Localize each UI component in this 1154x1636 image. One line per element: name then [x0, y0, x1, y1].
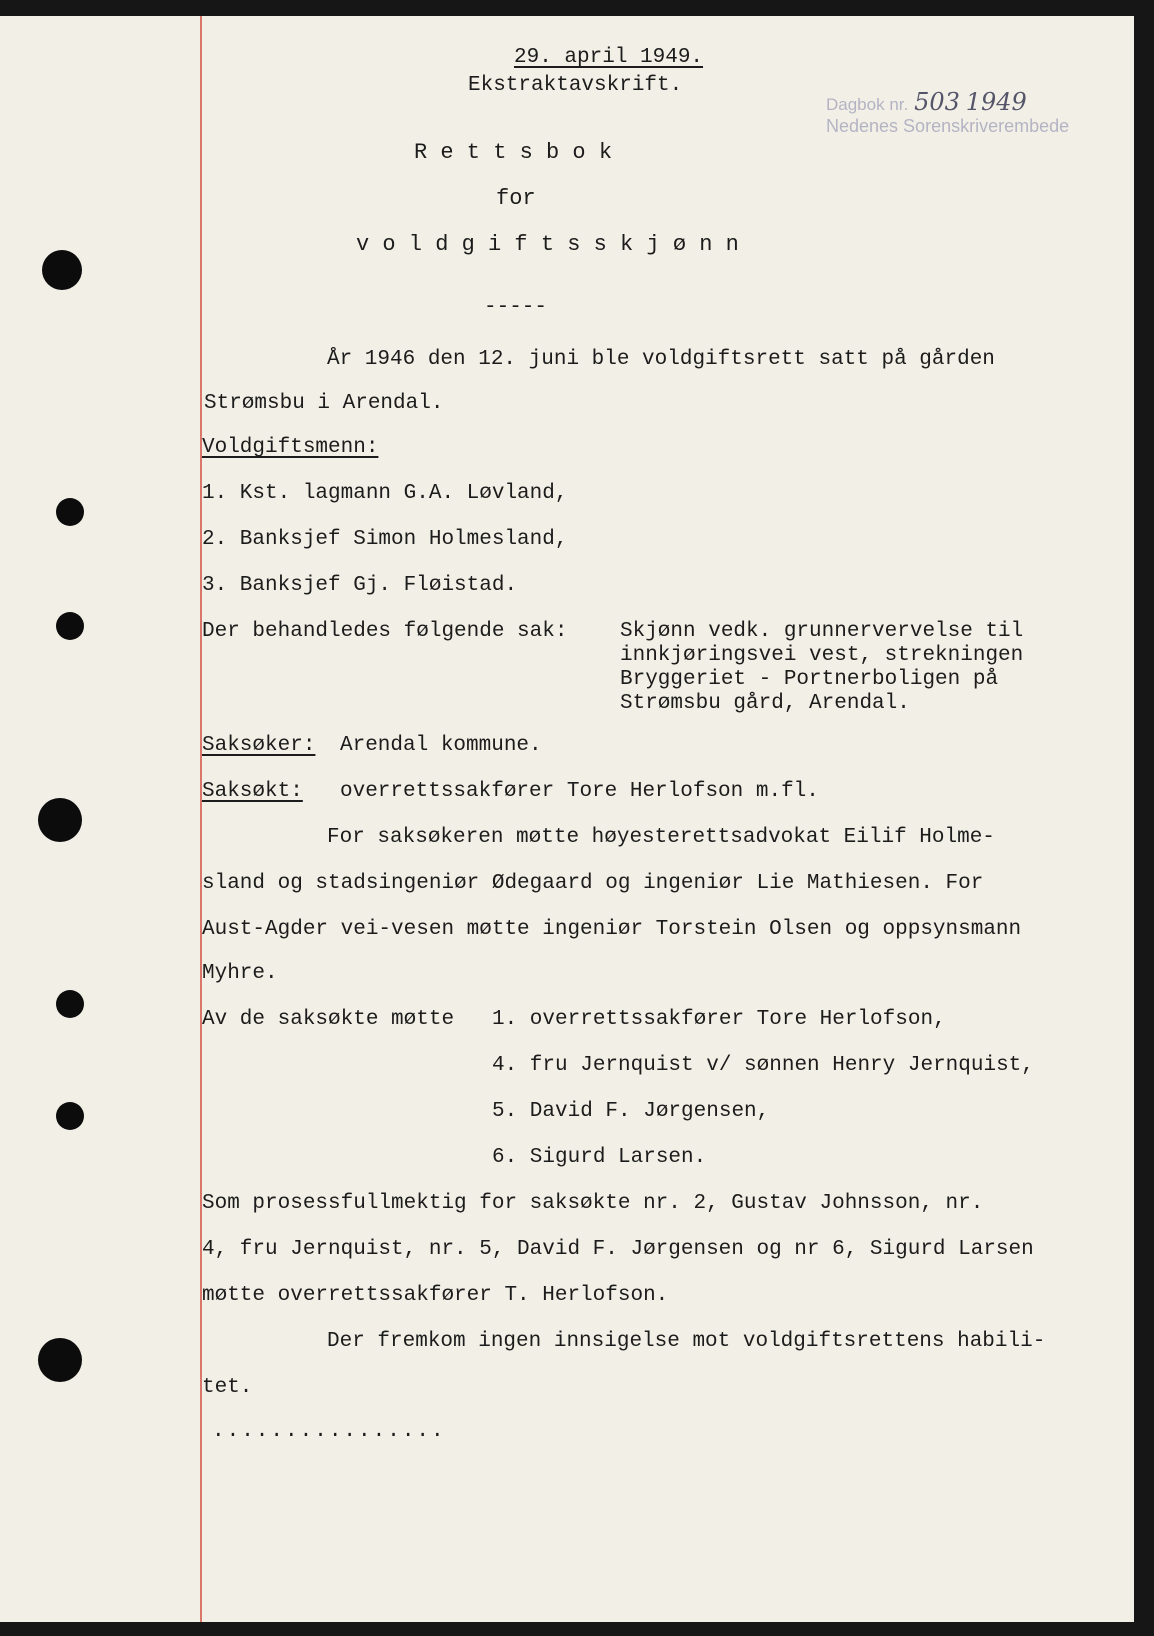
defendant-6: 6. Sigurd Larsen. [492, 1146, 707, 1169]
saksokt-label: Saksøkt: [202, 780, 303, 803]
voldgiftsmenn-heading: Voldgiftsmenn: [202, 436, 379, 459]
para2-line-4: Myhre. [202, 962, 278, 985]
intro-line-2: Strømsbu i Arendal. [204, 392, 444, 415]
member-2: 2. Banksjef Simon Holmesland, [202, 528, 568, 551]
sak-line-3: Bryggeriet - Portnerboligen på [620, 668, 999, 691]
title-line-2: for [496, 186, 536, 211]
punch-hole-icon [56, 990, 84, 1018]
stamp-office: Nedenes Sorenskriverembede [826, 116, 1070, 136]
para2-line-1: For saksøkeren møtte høyesterettsadvokat Eilif Holme- [327, 826, 995, 849]
document-subtitle: Ekstraktavskrift. [468, 74, 683, 97]
trailing-dots: ................ [212, 1420, 446, 1443]
document-date: 29. april 1949. [514, 46, 704, 69]
para3-lead: Av de saksøkte møtte [202, 1008, 455, 1031]
title-line-1: Rettsbok [414, 140, 626, 165]
punch-hole-icon [56, 498, 84, 526]
saksoker-label: Saksøker: [202, 734, 316, 757]
registry-stamp [826, 88, 1027, 116]
punch-hole-icon [42, 250, 82, 290]
para5-line-2: tet. [202, 1376, 253, 1399]
para5-line-1: Der fremkom ingen innsigelse mot voldgiftsrettens habili- [327, 1330, 1046, 1353]
member-1: 1. Kst. lagmann G.A. Løvland, [202, 482, 568, 505]
punch-hole-icon [38, 798, 82, 842]
defendant-5: 5. David F. Jørgensen, [492, 1100, 770, 1123]
stamp-dagbok-prefix: Dagbok nr. [826, 95, 909, 114]
defendant-4: 4. fru Jernquist v/ sønnen Henry Jernquist, [492, 1054, 1034, 1077]
scan-edge-bottom [0, 1622, 1154, 1636]
para2-line-3: Aust-Agder vei-vesen møtte ingeniør Torstein Olsen og oppsynsmann [202, 918, 1022, 941]
para4-line-1: Som prosessfullmektig for saksøkte nr. 2, Gustav Johnsson, nr. [202, 1192, 984, 1215]
para4-line-3: møtte overrettssakfører T. Herlofson. [202, 1284, 669, 1307]
stamp-dagbok-number: 503 [914, 88, 960, 116]
punch-hole-icon [56, 612, 84, 640]
stamp-dagbok-year: 1949 [965, 88, 1027, 116]
scan-edge-top [0, 0, 1154, 16]
sak-label: Der behandledes følgende sak: [202, 620, 568, 643]
para4-line-2: 4, fru Jernquist, nr. 5, David F. Jørgensen og nr 6, Sigurd Larsen [202, 1238, 1034, 1261]
scan-edge-right [1134, 0, 1154, 1636]
sak-line-1: Skjønn vedk. grunnervervelse til [620, 620, 1024, 643]
member-3: 3. Banksjef Gj. Fløistad. [202, 574, 518, 597]
punch-hole-icon [56, 1102, 84, 1130]
sak-line-4: Strømsbu gård, Arendal. [620, 692, 910, 715]
saksokt-value: overrettssakfører Tore Herlofson m.fl. [340, 780, 819, 803]
saksoker-value: Arendal kommune. [340, 734, 542, 757]
intro-line-1: År 1946 den 12. juni ble voldgiftsrett satt på gården [327, 348, 995, 371]
title-rule: ----- [484, 296, 548, 319]
sak-line-2: innkjøringsvei vest, strekningen [620, 644, 1024, 667]
punch-hole-icon [38, 1338, 82, 1382]
para2-line-2: sland og stadsingeniør Ødegaard og ingeniør Lie Mathiesen. For [202, 872, 984, 895]
defendant-1: 1. overrettssakfører Tore Herlofson, [492, 1008, 946, 1031]
title-line-3: voldgiftsskjønn [356, 232, 753, 257]
